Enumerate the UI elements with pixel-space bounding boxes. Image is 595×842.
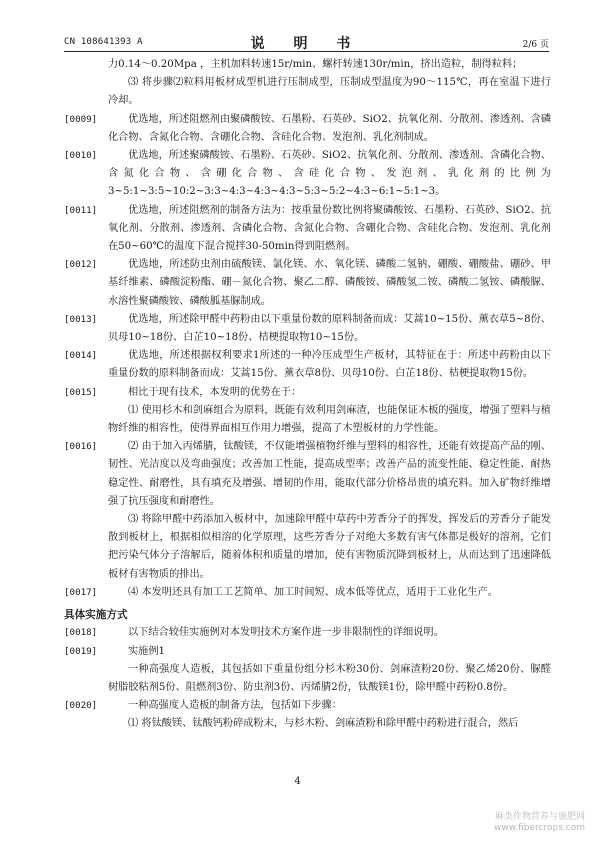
paragraph-text: 优选地，所述根据权利要求1所述的一种冷压成型生产板材，其特征在于：所述中药粉由以下重量份数的原料制备而成：艾蒿15份、薰衣草8份、贝母10份、白芷18份、桔梗提取物15份。 bbox=[108, 350, 551, 380]
paragraph bbox=[64, 715, 551, 733]
patent-number: CN 108641393 A bbox=[64, 37, 143, 47]
paragraph bbox=[64, 643, 551, 661]
paragraph-text: 优选地，所述阻燃剂的制备方法为：按重量份数比例将聚磷酸铵、石墨粉、石英砂、SiO2、抗氧化剂、分散剂、渗透剂、含磷化合物、含氮化合物、含硼化合物、含硅化合物、发泡剂、乳化剂在50~60℃的温度下混合搅拌30-50min得到阻燃剂。 bbox=[108, 204, 551, 253]
header-divider bbox=[64, 51, 549, 52]
paragraph bbox=[64, 624, 551, 642]
paragraph-text: 实施例1 bbox=[128, 645, 166, 657]
paragraph-number: [0013] bbox=[64, 313, 98, 325]
paragraph bbox=[64, 256, 551, 311]
paragraph-text: ⑴ 将钛酸镁、钛酸钙粉碎成粉末，与杉木粉、剑麻渣粉和除甲醛中药粉进行混合，然后 bbox=[128, 718, 519, 730]
paragraph-number: [0010] bbox=[64, 150, 98, 162]
paragraph bbox=[64, 347, 551, 383]
paragraph-text: 力0.14～0.20Mpa ，主机加料转速15r/min、螺杆转速130r/min，挤出造粒，制得粒料； bbox=[108, 59, 523, 70]
paragraph bbox=[64, 147, 551, 202]
paragraph-group-1 bbox=[64, 56, 551, 602]
paragraph bbox=[64, 56, 551, 74]
paragraph bbox=[64, 111, 551, 147]
paragraph-text: 优选地，所述防虫剂由硫酸镁、氯化镁、水、氧化镁、磷酸二氢钠、硼酸、硼酸盐、硼砂、甲基纤维素、磷酸淀粉酯、硼－氮化合物、聚乙二醇、磷酸铵、磷酸氢二铵、磷酸二氢铵、磷酸脲、水溶性聚磷酸铵、磷酸胍基脲制成。 bbox=[108, 259, 551, 307]
page-indicator: 2/6 页 bbox=[522, 40, 549, 50]
watermark-line-2: www.fibercrops.com bbox=[494, 823, 585, 833]
paragraph-number: [0020] bbox=[64, 700, 98, 712]
paragraph-number: [0009] bbox=[64, 113, 98, 125]
paragraph-text: ⑶ 将步骤⑵粒料用板材成型机进行压制成型，压制成型温度为90～115℃，再在室温下进行冷却。 bbox=[108, 77, 551, 107]
paragraph-number bbox=[64, 74, 108, 110]
paragraph-text: 优选地，所述除甲醛中药粉由以下重量份数的原料制备而成：艾蒿10~15份、薰衣草5~8份、贝母10~18份、白芷10~18份、桔梗提取物10~15份。 bbox=[108, 313, 551, 344]
paragraph-text: 以下结合较佳实施例对本发明技术方案作进一步非限制性的详细说明。 bbox=[128, 627, 444, 639]
paragraph-number: [0012] bbox=[64, 259, 98, 271]
paragraph-number: [0014] bbox=[64, 350, 98, 362]
paragraph-number: [0015] bbox=[64, 386, 98, 398]
document-body bbox=[64, 56, 551, 734]
paragraph bbox=[64, 311, 551, 347]
paragraph-text: 优选地，所述阻燃剂由聚磷酸铵、石墨粉、石英砂、SiO2、抗氧化剂、分散剂、渗透剂、含磷化合物、含氮化合物、含硼化合物、含硅化合物、发泡剂、乳化剂制成。 bbox=[108, 113, 551, 143]
paragraph bbox=[64, 74, 551, 110]
paragraph bbox=[64, 384, 551, 402]
paragraph-text: ⑴ 使用杉木和剑麻组合为原料，既能有效利用剑麻渣，也能保证木板的强度，增强了塑料与植物纤维的相容性，使得界面相互作用力增强，提高了木塑板材的力学性能。 bbox=[108, 404, 551, 435]
paragraph-text: ⑶ 将除甲醛中药添加入板材中，加速除甲醛中草药中芳香分子的挥发，挥发后的芳香分子能发散到板材上，根据相似相溶的化学原理，这些芳香分子对绝大多数有害气体都是极好的溶剂，它们把污染气体分子溶解后，随着体积和质量的增加，使有害物质沉降到板材上，从而达到了迅速降低板材有害物质的排出。 bbox=[108, 514, 551, 580]
section-heading: 具体实施方式 bbox=[64, 609, 128, 622]
paragraph bbox=[64, 202, 551, 257]
paragraph-number bbox=[64, 402, 108, 438]
paragraph bbox=[64, 584, 551, 602]
page-header bbox=[64, 33, 549, 52]
paragraph-number bbox=[64, 511, 108, 584]
page-number: 4 bbox=[294, 776, 301, 787]
document-title: 说 明 书 bbox=[250, 36, 363, 52]
watermark-line-1: 麻类作物营养与施肥网 bbox=[494, 812, 585, 822]
paragraph-group-2 bbox=[64, 624, 551, 733]
paragraph-number: [0016] bbox=[64, 441, 98, 453]
paragraph-text: 优选地，所述聚磷酸铵、石墨粉、石英砂、SiO2、抗氧化剂、分散剂、渗透剂、含磷化合物、含氮化合物、含硼化合物、含硅化合物、发泡剂、乳化剂的比例为3~5:1~3:5~10:2~3:3~4:3~4:3~4:3~5:3~5:2~4:3~6:1~5:1~3。 bbox=[108, 150, 551, 198]
paragraph bbox=[64, 402, 551, 438]
paragraph-text: 相比于现有技术，本发明的优势在于： bbox=[128, 386, 302, 398]
paragraph-number bbox=[64, 715, 108, 733]
watermark bbox=[494, 812, 585, 834]
paragraph-number bbox=[64, 56, 108, 74]
paragraph-text: ⑵ 由于加入丙烯腈，钛酸镁，不仅能增强植物纤维与塑料的相容性，还能有效提高产品的刚、韧性、光洁度以及弯曲强度；改善加工性能，提高成型率；改善产品的流变性能、稳定性能、耐热稳定性、耐磨性，具有填充及增强、增韧的作用，能取代部分价格昂贵的填充料。加入矿物纤维增强了抗压强度和耐磨性。 bbox=[108, 441, 551, 507]
paragraph bbox=[64, 438, 551, 511]
paragraph-number: [0019] bbox=[64, 645, 98, 657]
paragraph-number bbox=[64, 661, 108, 697]
paragraph bbox=[64, 697, 551, 715]
paragraph-number: [0017] bbox=[64, 586, 98, 598]
paragraph bbox=[64, 661, 551, 697]
paragraph bbox=[64, 511, 551, 584]
paragraph-text: ⑷ 本发明还具有加工工艺简单、加工时间短、成本低等优点，适用于工业化生产。 bbox=[128, 586, 498, 598]
paragraph-number: [0011] bbox=[64, 204, 98, 216]
paragraph-text: 一种高强度人造板，其包括如下重量份组分杉木粉30份、剑麻渣粉20份、聚乙烯20份、脲醛树脂胶粘剂5份、阻燃剂3份、防虫剂3份、丙烯腈2份，钛酸镁1份，除甲醛中药粉0.8份。 bbox=[108, 663, 551, 693]
paragraph-text: 一种高强度人造板的制备方法，包括如下步骤： bbox=[128, 700, 342, 712]
paragraph-number: [0018] bbox=[64, 627, 98, 639]
